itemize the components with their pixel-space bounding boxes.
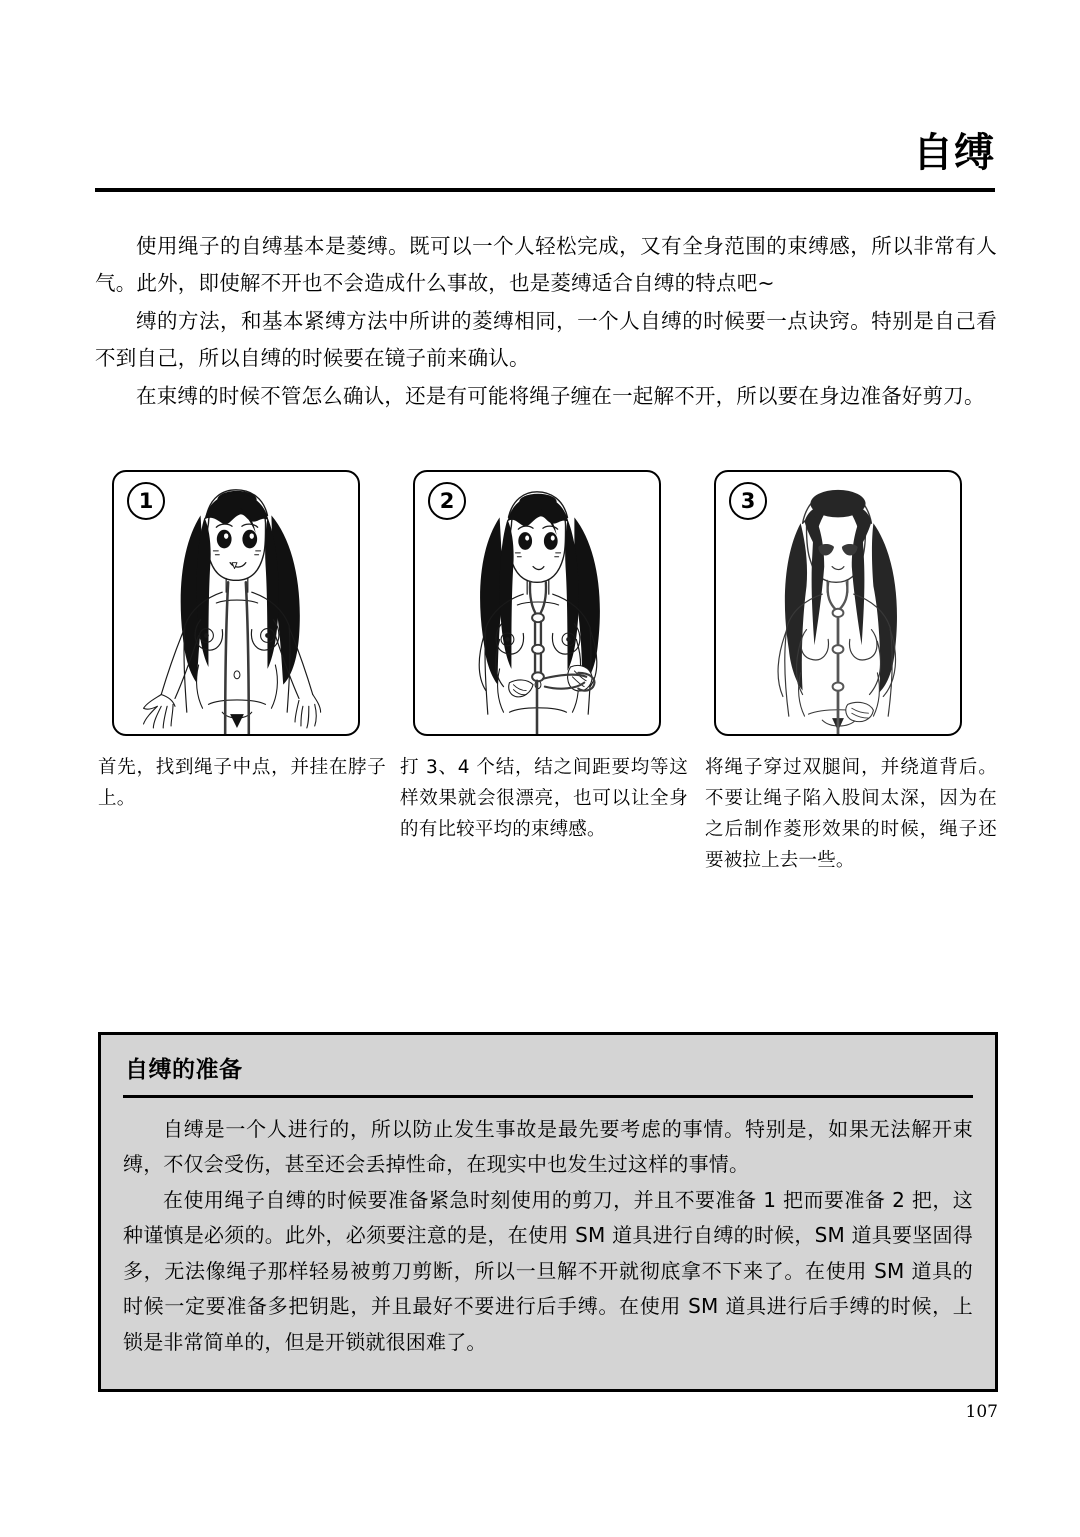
- figure-panel-1: [112, 470, 360, 736]
- page-title: 自缚: [913, 130, 995, 176]
- title-divider: [95, 188, 995, 192]
- body-text-block: [95, 228, 997, 416]
- figure-caption-3: 将绳子穿过双腿间，并绕道背后。不要让绳子陷入股间太深，因为在之后制作菱形效果的时候，绳子还要被拉上去一些。: [705, 757, 997, 871]
- callout-box: [98, 1032, 998, 1392]
- figure-panel-3: [714, 470, 962, 736]
- body-paragraph: 缚的方法，和基本紧缚方法中所讲的菱缚相同，一个人自缚的时候要一点诀窍。特别是自己看不到自己，所以自缚的时候要在镜子前来确认。: [95, 309, 997, 370]
- figure-panel-2: [413, 470, 661, 736]
- callout-title: 自缚的准备: [125, 1057, 243, 1083]
- figure-caption-2: 打 3、4 个结，结之间距要均等这样效果就会很漂亮，也可以让全身的有比较平均的束缚感。: [400, 757, 688, 840]
- figure-row: [112, 470, 992, 738]
- callout-paragraph: 在使用绳子自缚的时候要准备紧急时刻使用的剪刀，并且不要准备 1 把而要准备 2 把，这种谨慎是必须的。此外，必须要注意的是，在使用 SM 道具进行自缚的时候，SM 道具要坚固得多，无法像绳子那样轻易被剪刀剪断，所以一旦解不开就彻底拿不下来了。在使用 SM 道具的时候一定要准备多把钥匙，并且最好不要进行后手缚。在使用 SM 道具进行后手缚的时候，上锁是非常简单的，但是开锁就很困难了。: [123, 1187, 973, 1354]
- callout-paragraph: 自缚是一个人进行的，所以防止发生事故是最先要考虑的事情。特别是，如果无法解开束缚，不仅会受伤，甚至还会丢掉性命，在现实中也发生过这样的事情。: [123, 1116, 973, 1177]
- callout-divider: [123, 1095, 973, 1098]
- page-header: [95, 130, 995, 192]
- body-paragraph: 在束缚的时候不管怎么确认，还是有可能将绳子缠在一起解不开，所以要在身边准备好剪刀。: [136, 384, 985, 408]
- panel-number-badge: 3: [729, 482, 767, 520]
- body-paragraph: 使用绳子的自缚基本是菱缚。既可以一个人轻松完成，又有全身范围的束缚感，所以非常有人气。此外，即使解不开也不会造成什么事故，也是菱缚适合自缚的特点吧~: [95, 234, 997, 295]
- panel-number-badge: 1: [127, 482, 165, 520]
- figure-captions: [98, 752, 998, 912]
- figure-caption-1: 首先，找到绳子中点，并挂在脖子上。: [98, 757, 386, 809]
- panel-number-badge: 2: [428, 482, 466, 520]
- page-number: 107: [965, 1402, 998, 1422]
